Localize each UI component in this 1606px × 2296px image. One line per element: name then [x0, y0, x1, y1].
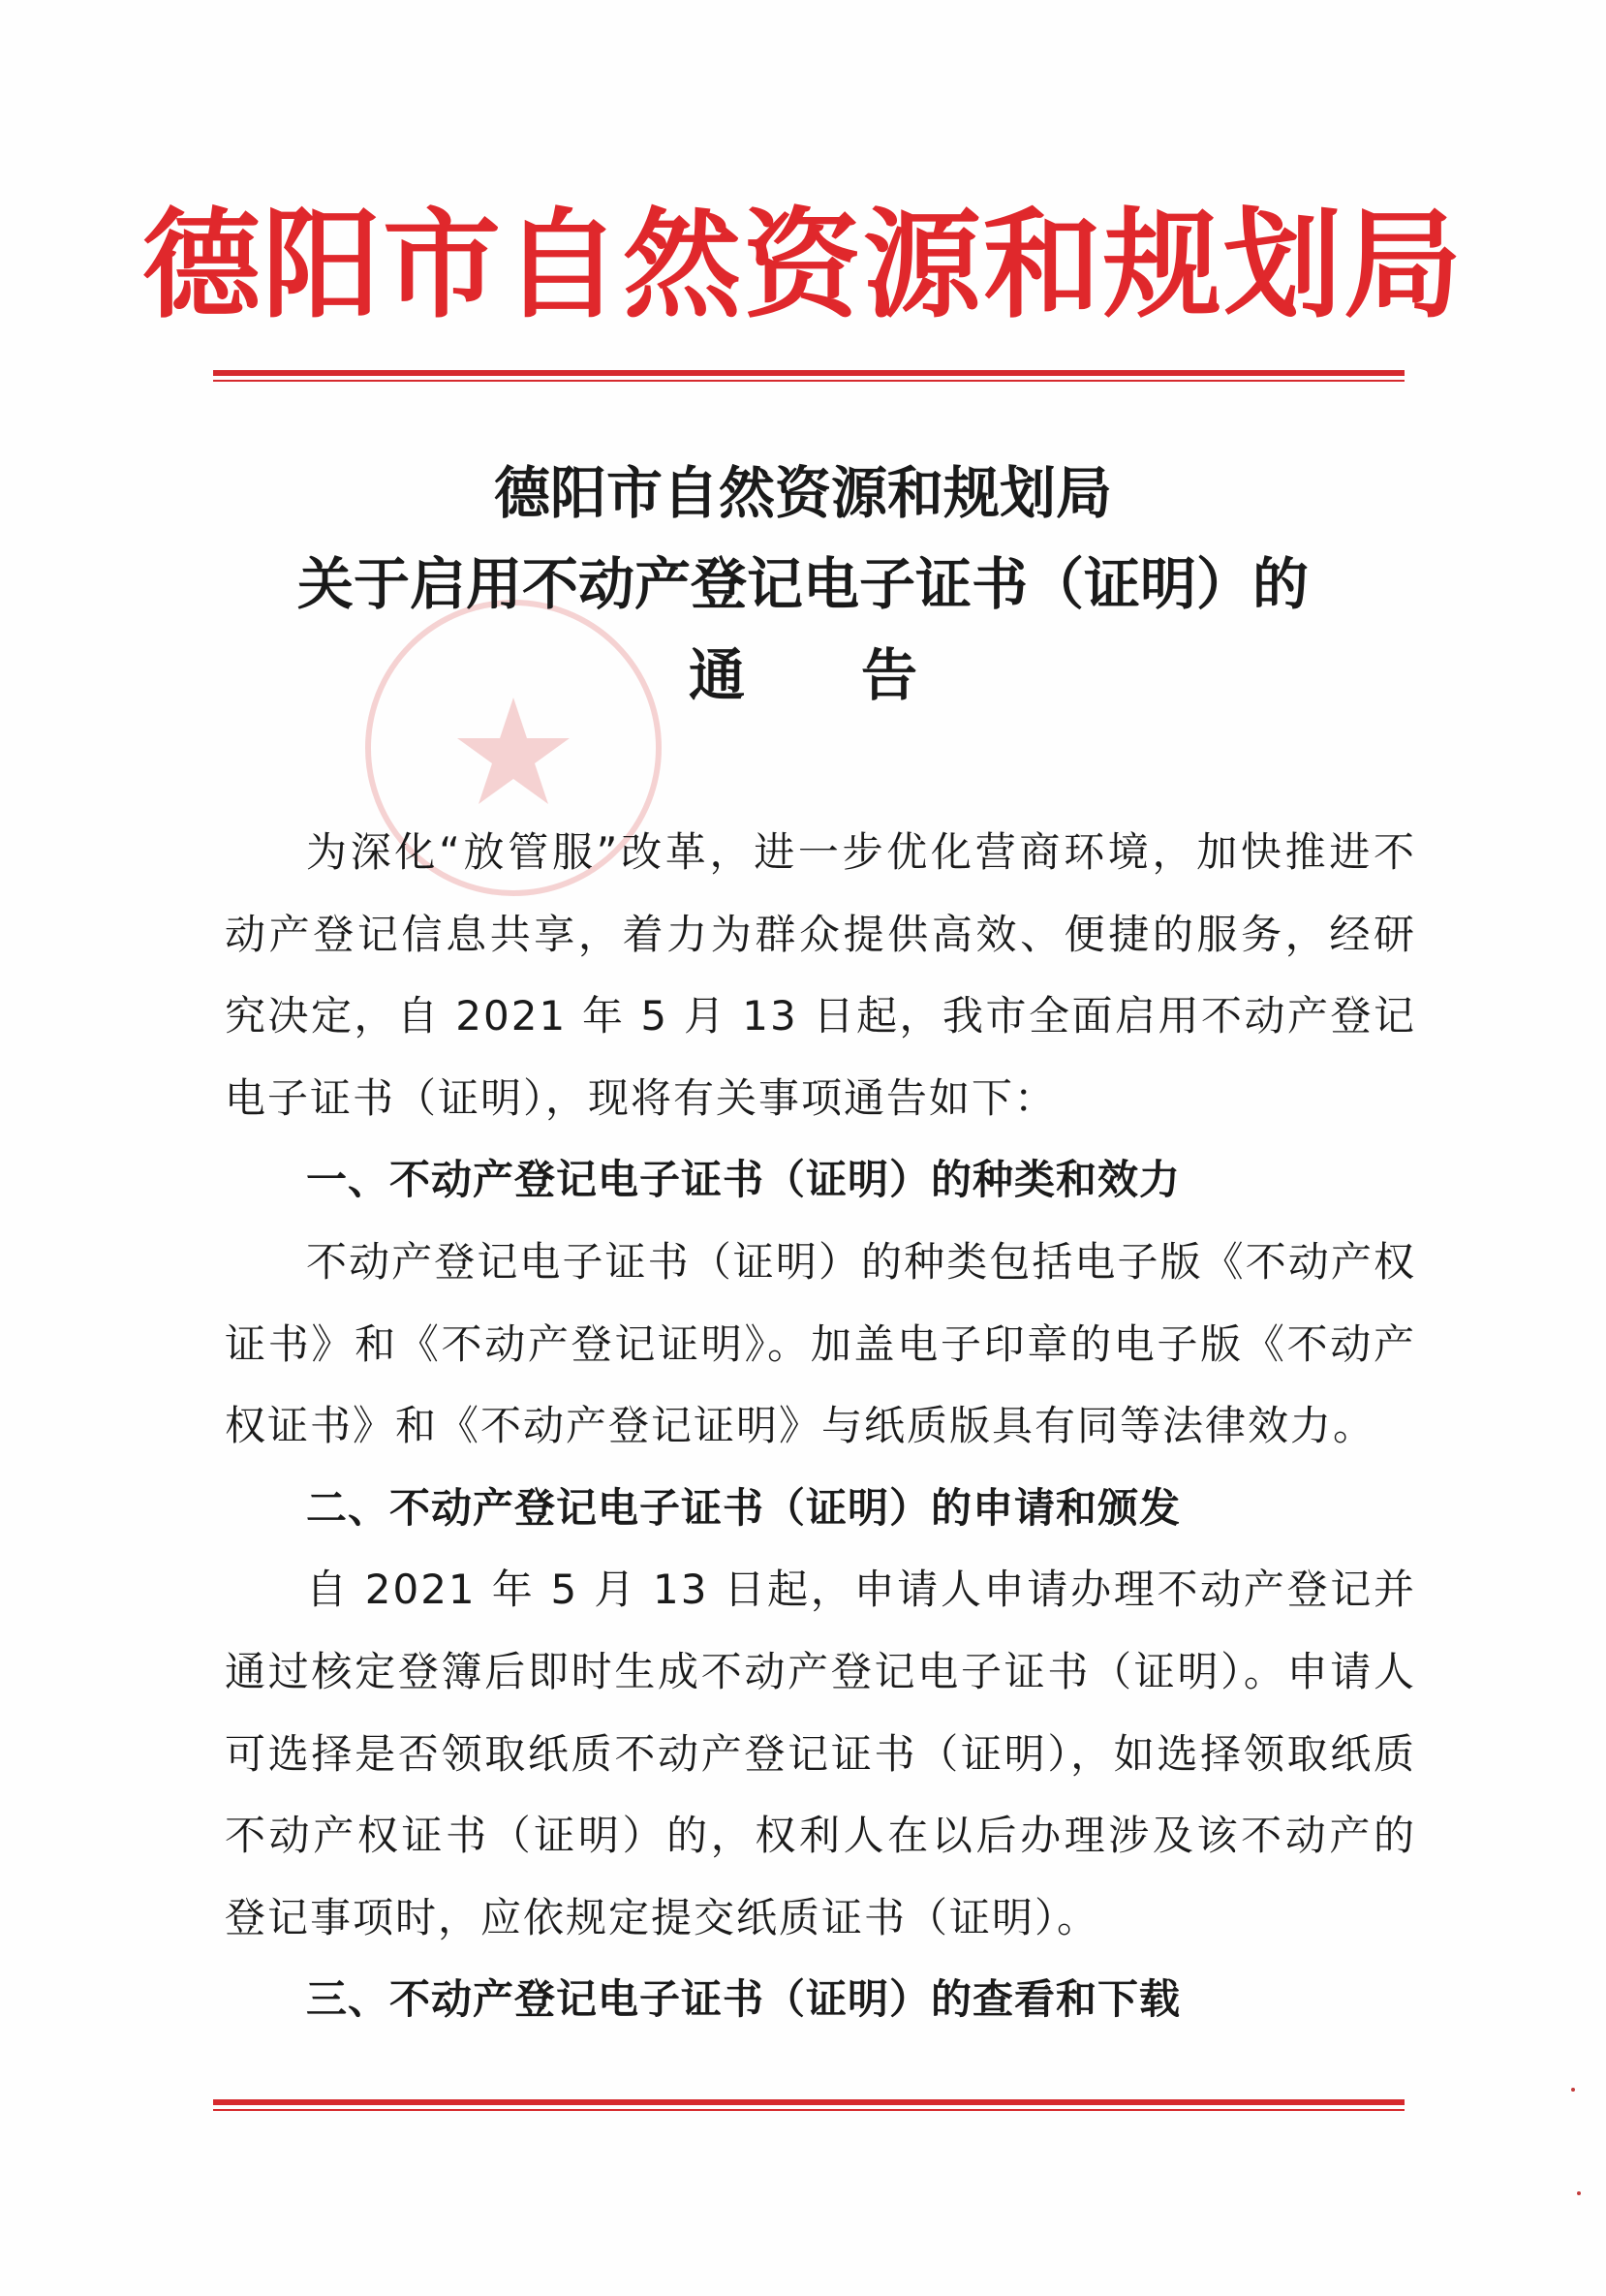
- section-1-paragraph: 不动产登记电子证书（证明）的种类包括电子版《不动产权证书》和《不动产登记证明》。加盖电子印章的电子版《不动产权证书》和《不动产登记证明》与纸质版具有同等法律效力。: [225, 1237, 1416, 1450]
- scan-speck: [1577, 2191, 1581, 2195]
- footer-divider-thick-line: [213, 2099, 1405, 2105]
- section-2-paragraph: 自 2021 年 5 月 13 日起，申请人申请办理不动产登记并通过核定登簿后即时生成不动产登记电子证书（证明）。申请人可选择是否领取纸质不动产登记证书（证明），如选择领取纸质不动产权证书（证明）的，权利人在以后办理涉及该不动产的登记事项时，应依规定提交纸质证书（证明）。: [225, 1566, 1416, 1941]
- divider-thick-line: [213, 370, 1405, 376]
- document-title: [0, 448, 1606, 721]
- document-body: [225, 812, 1416, 2041]
- title-line-1: 德阳市自然资源和规划局: [493, 460, 1112, 526]
- footer-divider: [213, 2099, 1405, 2111]
- footer-divider-thin-line: [213, 2109, 1405, 2111]
- letterhead-divider: [213, 370, 1405, 382]
- title-line-2: 关于启用不动产登记电子证书（证明）的: [296, 551, 1309, 617]
- divider-thin-line: [213, 380, 1405, 382]
- section-2-heading: 二、不动产登记电子证书（证明）的申请和颁发: [306, 1483, 1182, 1532]
- title-line-3: 通告: [688, 642, 1034, 708]
- section-1-heading: 一、不动产登记电子证书（证明）的种类和效力: [306, 1156, 1182, 1204]
- scan-speck: [1571, 2088, 1575, 2092]
- intro-paragraph: 为深化“放管服”改革，进一步优化营商环境，加快推进不动产登记信息共享，着力为群众提供高效、便捷的服务，经研究决定，自 2021 年 5 月 13 日起，我市全面启用不动产登记电子证书（证明），现将有关事项通告如下：: [225, 828, 1416, 1122]
- section-3-heading: 三、不动产登记电子证书（证明）的查看和下载: [306, 1975, 1182, 2024]
- agency-letterhead: 德阳市自然资源和规划局: [142, 195, 1464, 334]
